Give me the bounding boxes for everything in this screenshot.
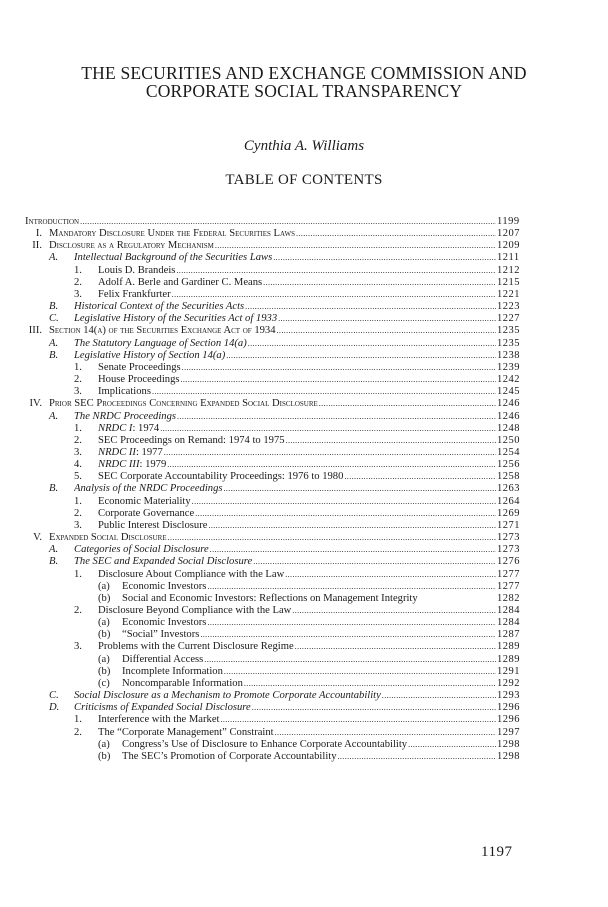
toc-entry-page: 1298: [497, 750, 520, 762]
toc-entry-page: 1242: [497, 374, 520, 386]
toc-entry-label: [98, 569, 496, 581]
toc-entry-text: [98, 423, 160, 435]
case-name: NRDC II: [98, 446, 136, 458]
toc-entry-page: 1246: [497, 410, 520, 422]
dot-leader: [224, 666, 496, 678]
dot-leader: [252, 702, 496, 714]
dot-leader: [286, 435, 496, 447]
toc-entry[interactable]: [0, 605, 608, 617]
toc-entry-page: 1289: [497, 641, 520, 653]
toc-entry-page: 1277: [497, 568, 520, 580]
toc-entry[interactable]: [0, 678, 608, 690]
toc-entry-text: Economic Investors: [122, 580, 207, 592]
toc-entry[interactable]: [0, 252, 608, 264]
toc-entry-label: [98, 459, 496, 471]
toc-entry-page: 1277: [497, 580, 520, 592]
dot-leader: [275, 727, 496, 739]
toc-entry-page: 1235: [497, 325, 520, 337]
toc-entry[interactable]: [0, 447, 608, 459]
dot-leader: [182, 362, 496, 374]
toc-entry[interactable]: [0, 702, 608, 714]
toc-entry-text: Legislative History of Section 14(a): [74, 349, 226, 361]
toc-entry-number: 2.: [74, 726, 82, 738]
toc-entry-label: [98, 374, 496, 386]
toc-entry-text: The SEC and Expanded Social Disclosure: [74, 556, 253, 568]
dot-leader: [168, 532, 496, 544]
toc-entry[interactable]: [0, 459, 608, 471]
toc-entry-number: 2.: [74, 605, 82, 616]
toc-entry-number: C.: [49, 313, 59, 325]
dot-leader: [408, 739, 496, 751]
toc-entry-page: 1223: [497, 301, 520, 313]
toc-entry-label: [98, 435, 496, 447]
toc-entry-text: Corporate Governance: [98, 507, 195, 519]
dot-leader: [207, 581, 496, 593]
toc-entry[interactable]: [0, 435, 608, 447]
toc-entry[interactable]: [0, 496, 608, 508]
toc-entry-label: [74, 702, 496, 714]
toc-entry-number: 5.: [74, 471, 82, 483]
toc-entry[interactable]: [0, 265, 608, 277]
toc-entry[interactable]: [0, 556, 608, 568]
toc-entry-label: [122, 654, 496, 666]
toc-entry-page: 1296: [497, 714, 520, 726]
toc-entry-page: 1238: [497, 349, 520, 361]
toc-entry-text: SEC Proceedings on Remand: 1974 to 1975: [98, 434, 285, 446]
dot-leader: [253, 556, 496, 568]
toc-entry-label: [122, 739, 496, 751]
dot-leader: [215, 240, 496, 252]
toc-entry-label: [49, 228, 496, 240]
toc-entry-label: [122, 617, 496, 629]
toc-entry[interactable]: [0, 411, 608, 423]
toc-entry-text: Differential Access: [122, 653, 204, 665]
toc-entry-page: 1276: [497, 556, 520, 568]
toc-entry-number: A.: [49, 410, 59, 422]
toc-entry[interactable]: [0, 727, 608, 739]
toc-entry-number: 1.: [74, 264, 82, 276]
toc-entry[interactable]: [0, 532, 608, 544]
toc-entry-number: B.: [49, 556, 59, 568]
toc-entry[interactable]: [0, 520, 608, 532]
toc-entry[interactable]: [0, 483, 608, 495]
toc-entry-number: 1.: [74, 714, 82, 726]
toc-entry-number: I.: [35, 228, 42, 240]
toc-entry-label: [122, 751, 496, 763]
toc-entry[interactable]: [0, 277, 608, 289]
toc-entry-number: A.: [49, 544, 59, 556]
dot-leader: [181, 374, 497, 386]
toc-entry-text: Senate Proceedings: [98, 361, 181, 373]
toc-entry[interactable]: [0, 690, 608, 702]
dot-leader: [277, 325, 496, 337]
toc-entry-label: [49, 325, 496, 337]
dot-leader: [200, 629, 496, 641]
author-name: Cynthia A. Williams: [243, 138, 365, 154]
toc-entry-number: 1.: [74, 422, 82, 434]
toc-entry-number: B.: [49, 301, 59, 313]
toc-entry-label: [122, 678, 496, 690]
toc-entry-page: 1273: [497, 544, 520, 556]
toc-entry-label: [98, 362, 496, 374]
case-year: : 1979: [139, 459, 167, 471]
toc-entry[interactable]: [0, 338, 608, 350]
toc-entry-text: Disclosure as a Regulatory Mechanism: [49, 240, 214, 252]
dot-leader: [319, 398, 496, 410]
toc-entry-number: (b): [98, 629, 111, 641]
dot-leader: [278, 313, 496, 325]
toc-entry[interactable]: [0, 289, 608, 301]
toc-entry-label: [122, 666, 496, 678]
toc-entry-number: 3.: [74, 641, 82, 653]
toc-entry-text: Noncomparable Information: [122, 677, 243, 689]
toc-entry-number: A.: [49, 337, 59, 349]
toc-entry-label: [122, 629, 496, 641]
toc-entry-number: (a): [98, 580, 110, 592]
toc-entry-text: Incomplete Information: [122, 665, 223, 677]
toc-entry[interactable]: [0, 362, 608, 374]
dot-leader: [210, 544, 496, 556]
toc-entry-number: (b): [98, 592, 111, 604]
toc-entry-page: 1246: [497, 398, 520, 410]
toc-entry-number: C.: [49, 690, 59, 702]
toc-entry-label: [98, 727, 496, 739]
toc-entry-page: 1245: [497, 386, 520, 398]
toc-entry-label: [122, 593, 496, 605]
toc-entry-text: The SEC’s Promotion of Corporate Accountability: [122, 750, 337, 762]
case-year: : 1977: [135, 446, 163, 458]
toc-entry-page: 1289: [497, 653, 520, 665]
toc-entry-text: Legislative History of the Securities Act of 1933: [74, 313, 278, 325]
toc-entry-text: Introduction: [25, 216, 80, 227]
toc-entry-label: [74, 313, 496, 325]
toc-entry[interactable]: [0, 240, 608, 252]
toc-entry-page: 1284: [497, 617, 520, 629]
toc-entry-page: 1296: [497, 702, 520, 714]
toc-entry[interactable]: [0, 508, 608, 520]
toc-entry-page: 1271: [497, 519, 520, 531]
toc-entry[interactable]: [0, 714, 608, 726]
toc-entry-number: (a): [98, 738, 110, 750]
toc-entry-label: [122, 581, 496, 593]
toc-entry-number: 4.: [74, 459, 82, 471]
toc-entry-label: [49, 240, 496, 252]
dot-leader: [204, 654, 496, 666]
toc-entry[interactable]: [0, 581, 608, 593]
toc-entry-page: 1227: [497, 313, 520, 325]
toc-entry-label: [74, 556, 496, 568]
toc-entry[interactable]: [0, 666, 608, 678]
dot-leader: [220, 714, 496, 726]
article-title-line-2: CORPORATE SOCIAL TRANSPARENCY: [145, 81, 463, 101]
toc-entry-label: [98, 508, 496, 520]
toc-entry-number: V.: [33, 532, 42, 544]
toc-entry-number: 3.: [74, 446, 82, 458]
dot-leader: [192, 496, 496, 508]
toc-entry-page: 1199: [497, 216, 520, 227]
toc-entry[interactable]: [0, 739, 608, 751]
toc-entry-page: 1263: [497, 483, 520, 495]
toc-entry-text: Felix Frankfurter: [98, 288, 171, 300]
dot-leader: [224, 483, 497, 495]
case-name: NRDC I: [98, 422, 133, 434]
toc-entry-label: [98, 714, 496, 726]
toc-entry-text: [98, 447, 164, 459]
toc-entry-label: [98, 265, 496, 277]
case-name: NRDC III: [98, 459, 140, 471]
toc-entry-text: Economic Materiality: [98, 495, 191, 507]
dot-leader: [164, 447, 496, 459]
toc-entry-number: 3.: [74, 288, 82, 300]
toc-entry-text: Adolf A. Berle and Gardiner C. Means: [98, 276, 263, 288]
toc-entry[interactable]: [0, 374, 608, 386]
toc-entry[interactable]: [0, 313, 608, 325]
toc-entry-page: 1250: [497, 434, 520, 446]
dot-leader: [285, 569, 496, 581]
toc-entry-label: [98, 520, 496, 532]
toc-entry-page: 1256: [497, 459, 520, 471]
toc-entry[interactable]: [0, 398, 608, 410]
dot-leader: [295, 641, 496, 653]
toc-entry-number: A.: [49, 252, 59, 264]
toc-entry-number: 1.: [74, 361, 82, 373]
toc-entry-page: 1284: [497, 605, 520, 616]
toc-entry-text: “Social” Investors: [122, 629, 200, 641]
toc-entry-text: Interference with the Market: [98, 714, 220, 726]
toc-entry-page: 1287: [497, 629, 520, 641]
toc-entry-text: House Proceedings: [98, 374, 180, 386]
toc-entry[interactable]: [0, 423, 608, 435]
toc-entry-number: (b): [98, 665, 111, 677]
toc-entry-text: Disclosure Beyond Compliance with the Law: [98, 605, 292, 616]
toc-entry[interactable]: [0, 350, 608, 362]
toc-entry[interactable]: [0, 216, 608, 228]
toc-entry-number: (a): [98, 653, 110, 665]
toc-entry-text: Analysis of the NRDC Proceedings: [74, 483, 223, 495]
toc-entry-label: [98, 277, 496, 289]
toc-entry-number: 2.: [74, 374, 82, 386]
toc-entry-page: 1209: [497, 240, 520, 252]
dot-leader: [80, 216, 496, 228]
toc-entry-label: [74, 483, 496, 495]
toc-entry-text: Mandatory Disclosure Under the Federal Securities Laws: [49, 228, 296, 240]
table-of-contents: [0, 216, 608, 763]
toc-entry[interactable]: [0, 325, 608, 337]
dot-leader: [226, 350, 496, 362]
toc-entry-text: Louis D. Brandeis: [98, 264, 176, 276]
toc-entry-page: 1273: [497, 532, 520, 544]
dot-leader: [248, 338, 496, 350]
toc-entry-page: 1258: [497, 471, 520, 483]
dot-leader: [160, 423, 496, 435]
toc-entry-page: 1235: [497, 337, 520, 349]
toc-entry-number: III.: [28, 325, 42, 337]
toc-entry-page: 1293: [497, 690, 520, 702]
toc-entry[interactable]: [0, 617, 608, 629]
dot-leader: [245, 301, 496, 313]
toc-entry-label: [74, 690, 496, 702]
toc-entry-text: The “Corporate Management” Constraint: [98, 726, 274, 738]
toc-entry-page: 1298: [497, 738, 520, 750]
toc-entry[interactable]: [0, 569, 608, 581]
toc-entry-text: [98, 459, 167, 471]
case-year: : 1974: [132, 422, 160, 434]
toc-entry-label: [98, 471, 496, 483]
toc-entry-page: 1291: [497, 665, 520, 677]
toc-entry-text: Prior SEC Proceedings Concerning Expanded Social Disclosure: [49, 398, 318, 410]
toc-entry-label: [98, 496, 496, 508]
toc-entry-label: [98, 289, 496, 301]
dot-leader: [167, 459, 496, 471]
toc-entry-text: Public Interest Disclosure: [98, 519, 208, 531]
toc-entry-page: 1282: [497, 592, 520, 604]
toc-entry-number: (a): [98, 617, 110, 629]
toc-entry-label: [74, 350, 496, 362]
dot-leader: [292, 605, 496, 617]
toc-entry[interactable]: [0, 629, 608, 641]
toc-entry-label: [74, 301, 496, 313]
toc-entry-text: Social Disclosure as a Mechanism to Promote Corporate Accountability: [74, 690, 381, 702]
toc-entry-text: Intellectual Background of the Securities Laws: [74, 252, 273, 264]
toc-entry-text: The NRDC Proceedings: [74, 410, 177, 422]
dot-leader: [244, 678, 496, 690]
toc-entry-text: Social and Economic Investors: Reflections on Management Integrity: [122, 592, 418, 604]
toc-heading: TABLE OF CONTENTS: [225, 172, 383, 188]
article-title-line-1: THE SECURITIES AND EXCHANGE COMMISSION AND: [81, 63, 527, 83]
dot-leader: [176, 265, 496, 277]
toc-entry-label: [74, 544, 496, 556]
toc-entry-page: 1254: [497, 446, 520, 458]
toc-entry-number: 2.: [74, 276, 82, 288]
toc-entry[interactable]: [0, 386, 608, 398]
dot-leader: [195, 508, 496, 520]
toc-entry-label: [25, 216, 496, 228]
toc-entry-label: [49, 532, 496, 544]
dot-leader: [177, 411, 496, 423]
dot-leader: [338, 751, 497, 763]
toc-entry-page: 1269: [497, 507, 520, 519]
toc-entry-text: Implications: [98, 386, 151, 398]
toc-entry-number: IV.: [29, 398, 42, 410]
dot-leader: [382, 690, 496, 702]
toc-entry-text: The Statutory Language of Section 14(a): [74, 337, 247, 349]
toc-entry[interactable]: [0, 751, 608, 763]
toc-entry-page: 1297: [497, 726, 520, 738]
toc-entry-page: 1207: [497, 228, 520, 240]
toc-entry-label: [98, 386, 496, 398]
toc-entry-label: [98, 447, 496, 459]
toc-entry[interactable]: [0, 593, 608, 605]
toc-entry-number: B.: [49, 483, 59, 495]
toc-entry[interactable]: [0, 641, 608, 653]
toc-entry-label: [98, 605, 496, 617]
page-number: 1197: [481, 844, 513, 860]
toc-entry-number: 1.: [74, 568, 82, 580]
dot-leader: [273, 252, 496, 264]
toc-entry-text: Historical Context of the Securities Acts: [74, 301, 245, 313]
toc-entry-page: 1215: [497, 276, 520, 288]
dot-leader: [263, 277, 496, 289]
toc-entry-text: Criticisms of Expanded Social Disclosure: [74, 702, 251, 714]
toc-entry-text: Categories of Social Disclosure: [74, 544, 209, 556]
toc-entry-page: 1212: [497, 264, 520, 276]
toc-entry-text: Economic Investors: [122, 617, 207, 629]
toc-entry-page: 1211: [497, 252, 520, 264]
toc-entry-page: 1239: [497, 361, 520, 373]
dot-leader: [208, 520, 496, 532]
toc-entry-number: 2.: [74, 507, 82, 519]
toc-entry-number: (b): [98, 750, 111, 762]
toc-entry-text: Congress’s Use of Disclosure to Enhance Corporate Accountability: [122, 738, 408, 750]
toc-entry-label: [98, 641, 496, 653]
dot-leader: [296, 228, 496, 240]
toc-entry-label: [74, 338, 496, 350]
toc-entry[interactable]: [0, 228, 608, 240]
toc-entry-text: Disclosure About Compliance with the Law: [98, 568, 285, 580]
toc-entry-number: 2.: [74, 434, 82, 446]
dot-leader: [152, 386, 496, 398]
toc-entry-label: [74, 411, 496, 423]
toc-entry[interactable]: [0, 544, 608, 556]
toc-entry-text: Expanded Social Disclosure: [49, 532, 167, 544]
toc-entry-page: 1221: [497, 288, 520, 300]
toc-entry-text: SEC Corporate Accountability Proceedings: 1976 to 1980: [98, 471, 344, 483]
toc-entry-text: Section 14(a) of the Securities Exchange Act of 1934: [49, 325, 276, 337]
dot-leader: [344, 471, 496, 483]
toc-entry-number: 3.: [74, 519, 82, 531]
toc-entry-number: 3.: [74, 386, 82, 398]
toc-entry-page: 1248: [497, 422, 520, 434]
dot-leader: [207, 617, 496, 629]
toc-entry-page: 1264: [497, 495, 520, 507]
toc-entry-label: [98, 423, 496, 435]
toc-entry-label: [49, 398, 496, 410]
toc-entry-number: B.: [49, 349, 59, 361]
toc-entry[interactable]: [0, 301, 608, 313]
dot-leader: [172, 289, 496, 301]
toc-entry[interactable]: [0, 471, 608, 483]
toc-entry-text: Problems with the Current Disclosure Regime: [98, 641, 294, 653]
toc-entry-number: 1.: [74, 495, 82, 507]
toc-entry-label: [74, 252, 496, 264]
toc-entry-number: D.: [49, 702, 60, 714]
toc-entry-number: II.: [32, 240, 42, 252]
toc-entry-number: (c): [98, 677, 110, 689]
toc-entry[interactable]: [0, 654, 608, 666]
toc-entry-page: 1292: [497, 677, 520, 689]
